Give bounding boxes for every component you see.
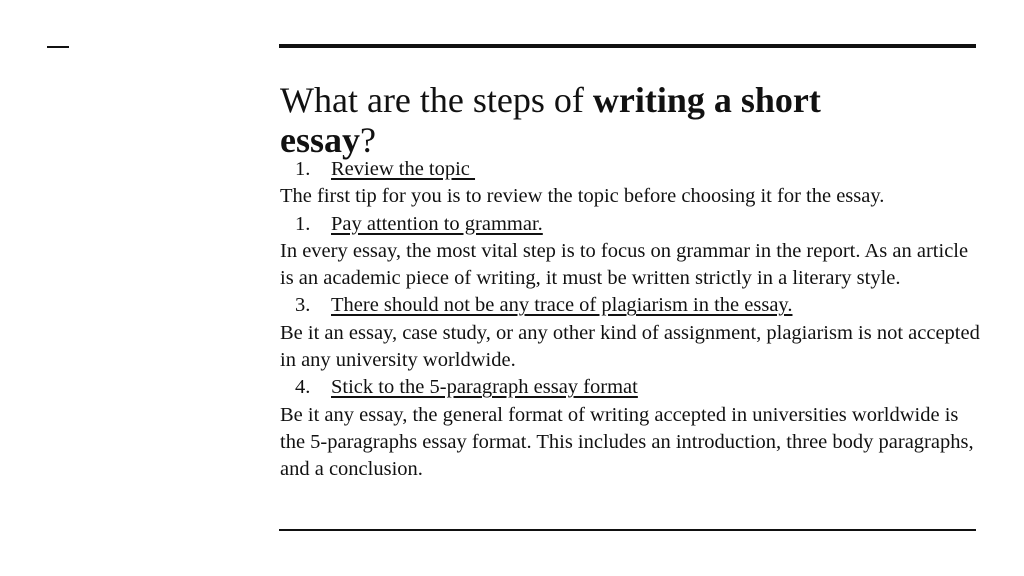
step-description-3: Be it an essay, case study, or any other kind of assignment, plagiarism is not accepted in any university worldwide. xyxy=(280,321,980,372)
step-number: 1. xyxy=(295,212,311,235)
step-label: Pay attention to grammar. xyxy=(331,212,543,235)
slide-dash-mark xyxy=(47,46,69,48)
step-description-2: In every essay, the most vital step is to focus on grammar in the report. As an article is an academic piece of writing, it must be written strictly in a literary style. xyxy=(280,239,969,290)
step-number: 4. xyxy=(295,376,311,399)
step-description-4: Be it any essay, the general format of writing accepted in universities worldwide is the 5-paragraphs essay format. This includes an introduction, three body paragraphs, and a conclusion. xyxy=(280,403,974,481)
step-number: 3. xyxy=(295,294,311,317)
title-prefix: What are the steps of xyxy=(280,80,593,120)
step-label: Review the topic xyxy=(331,158,476,180)
step-description-1: The first tip for you is to review the topic before choosing it for the essay. xyxy=(280,185,885,208)
title-suffix: ? xyxy=(360,120,376,160)
step-heading-2 xyxy=(280,211,980,238)
step-label: There should not be any trace of plagiarism in the essay. xyxy=(331,294,793,317)
step-heading-1 xyxy=(280,156,980,183)
step-heading-4 xyxy=(280,374,980,401)
step-number: 1. xyxy=(295,158,311,180)
step-heading-3 xyxy=(280,292,980,319)
step-label: Stick to the 5-paragraph essay format xyxy=(331,376,638,399)
title-bold: writing a short essay xyxy=(280,80,821,160)
bottom-rule xyxy=(279,529,976,531)
steps-content xyxy=(280,156,980,484)
top-rule xyxy=(279,44,976,48)
slide-title xyxy=(280,80,900,160)
